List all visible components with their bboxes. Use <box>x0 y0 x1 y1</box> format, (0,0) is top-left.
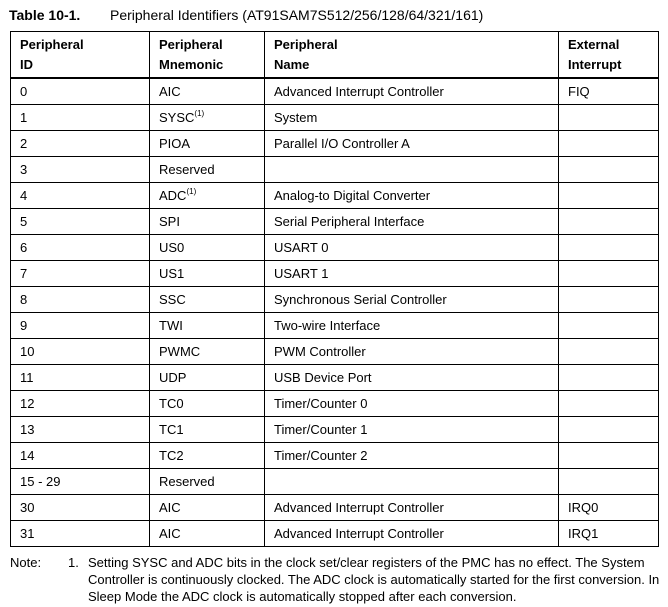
cell-external-interrupt <box>559 287 659 313</box>
cell-mnemonic <box>150 495 265 521</box>
header-peripheral-mnemonic: Peripheral Mnemonic <box>150 32 265 79</box>
cell-peripheral-id: 2 <box>11 131 150 157</box>
table-caption <box>9 6 483 24</box>
table-row <box>11 261 659 287</box>
table-row <box>11 443 659 469</box>
header-peripheral-name: Peripheral Name <box>265 32 559 79</box>
cell-peripheral-id: 8 <box>11 287 150 313</box>
header-peripheral-id: Peripheral ID <box>11 32 150 79</box>
table-row <box>11 495 659 521</box>
cell-peripheral-name <box>265 157 559 183</box>
mnemonic-text: Reserved <box>159 162 215 177</box>
mnemonic-text: Reserved <box>159 474 215 489</box>
mnemonic-text: PWMC <box>159 344 201 359</box>
cell-peripheral-id: 13 <box>11 417 150 443</box>
header-row <box>11 32 659 79</box>
cell-peripheral-id: 4 <box>11 183 150 209</box>
cell-mnemonic <box>150 78 265 105</box>
table-row <box>11 105 659 131</box>
cell-peripheral-name: Two-wire Interface <box>265 313 559 339</box>
mnemonic-text: PIOA <box>159 136 191 151</box>
cell-peripheral-name: Analog-to Digital Converter <box>265 183 559 209</box>
cell-mnemonic <box>150 235 265 261</box>
mnemonic-text: UDP <box>159 370 187 385</box>
cell-external-interrupt <box>559 313 659 339</box>
note-text: Setting SYSC and ADC bits in the clock set/clear registers of the PMC has no effect. The System Controller is continuously clocked. The ADC clock is automatically started for the first conversion. In Sleep Mode the ADC clock is automatically stopped after each conversion. <box>88 555 660 604</box>
cell-peripheral-id: 1 <box>11 105 150 131</box>
cell-peripheral-id: 30 <box>11 495 150 521</box>
cell-external-interrupt <box>559 183 659 209</box>
cell-mnemonic <box>150 105 265 131</box>
cell-peripheral-name: Advanced Interrupt Controller <box>265 78 559 105</box>
table-row <box>11 365 659 391</box>
footnote-reference: (1) <box>194 109 205 118</box>
table-row <box>11 313 659 339</box>
mnemonic-text: SPI <box>159 214 180 229</box>
table-title: Peripheral Identifiers (AT91SAM7S512/256/128/64/321/161) <box>110 7 484 23</box>
table-row <box>11 131 659 157</box>
cell-external-interrupt <box>559 339 659 365</box>
table-body <box>11 78 659 547</box>
mnemonic-text: AIC <box>159 526 181 541</box>
cell-mnemonic <box>150 209 265 235</box>
cell-external-interrupt <box>559 157 659 183</box>
table-row <box>11 157 659 183</box>
table-row <box>11 417 659 443</box>
cell-peripheral-id: 12 <box>11 391 150 417</box>
cell-peripheral-name: Timer/Counter 1 <box>265 417 559 443</box>
cell-peripheral-name: USART 0 <box>265 235 559 261</box>
mnemonic-text: SYSC <box>159 110 195 125</box>
cell-peripheral-name: Parallel I/O Controller A <box>265 131 559 157</box>
cell-external-interrupt <box>559 365 659 391</box>
cell-mnemonic <box>150 521 265 547</box>
cell-peripheral-name: Advanced Interrupt Controller <box>265 521 559 547</box>
cell-mnemonic <box>150 157 265 183</box>
cell-peripheral-id: 6 <box>11 235 150 261</box>
cell-peripheral-id: 11 <box>11 365 150 391</box>
cell-external-interrupt <box>559 261 659 287</box>
cell-mnemonic <box>150 339 265 365</box>
cell-external-interrupt <box>559 209 659 235</box>
cell-mnemonic <box>150 365 265 391</box>
table-header <box>11 32 659 79</box>
cell-mnemonic <box>150 391 265 417</box>
note-label: Note: <box>10 555 42 570</box>
cell-peripheral-id: 15 - 29 <box>11 469 150 495</box>
note-number: 1. <box>68 555 79 570</box>
cell-external-interrupt <box>559 131 659 157</box>
cell-peripheral-id: 14 <box>11 443 150 469</box>
table-row <box>11 391 659 417</box>
table-row <box>11 469 659 495</box>
mnemonic-text: TWI <box>159 318 183 333</box>
header-external-interrupt: External Interrupt <box>559 32 659 79</box>
cell-peripheral-name <box>265 469 559 495</box>
cell-external-interrupt <box>559 417 659 443</box>
table-row <box>11 183 659 209</box>
mnemonic-text: US0 <box>159 240 185 255</box>
cell-external-interrupt: IRQ1 <box>559 521 659 547</box>
cell-peripheral-name: Serial Peripheral Interface <box>265 209 559 235</box>
cell-external-interrupt <box>559 391 659 417</box>
mnemonic-text: TC1 <box>159 422 184 437</box>
peripheral-identifiers-table <box>10 31 659 547</box>
footnote <box>10 554 660 605</box>
cell-mnemonic <box>150 183 265 209</box>
mnemonic-text: AIC <box>159 500 181 515</box>
table-row <box>11 78 659 105</box>
cell-mnemonic <box>150 469 265 495</box>
cell-peripheral-name: USB Device Port <box>265 365 559 391</box>
cell-mnemonic <box>150 287 265 313</box>
mnemonic-text: AIC <box>159 84 181 99</box>
cell-mnemonic <box>150 417 265 443</box>
cell-peripheral-id: 3 <box>11 157 150 183</box>
footnote-reference: (1) <box>186 187 197 196</box>
cell-peripheral-name: USART 1 <box>265 261 559 287</box>
table-row <box>11 287 659 313</box>
cell-mnemonic <box>150 131 265 157</box>
cell-peripheral-id: 10 <box>11 339 150 365</box>
mnemonic-text: TC0 <box>159 396 184 411</box>
cell-mnemonic <box>150 261 265 287</box>
table-row <box>11 339 659 365</box>
cell-peripheral-id: 5 <box>11 209 150 235</box>
table-row <box>11 235 659 261</box>
cell-peripheral-name: Timer/Counter 0 <box>265 391 559 417</box>
cell-peripheral-name: PWM Controller <box>265 339 559 365</box>
cell-peripheral-name: System <box>265 105 559 131</box>
cell-external-interrupt: FIQ <box>559 78 659 105</box>
cell-external-interrupt <box>559 235 659 261</box>
cell-peripheral-id: 9 <box>11 313 150 339</box>
cell-external-interrupt <box>559 469 659 495</box>
cell-mnemonic <box>150 443 265 469</box>
cell-peripheral-id: 7 <box>11 261 150 287</box>
cell-peripheral-id: 31 <box>11 521 150 547</box>
mnemonic-text: US1 <box>159 266 185 281</box>
cell-external-interrupt <box>559 443 659 469</box>
cell-peripheral-id: 0 <box>11 78 150 105</box>
cell-mnemonic <box>150 313 265 339</box>
cell-peripheral-name: Advanced Interrupt Controller <box>265 495 559 521</box>
table-number: Table 10-1. <box>9 7 81 23</box>
table-row <box>11 209 659 235</box>
mnemonic-text: TC2 <box>159 448 184 463</box>
mnemonic-text: SSC <box>159 292 186 307</box>
cell-peripheral-name: Synchronous Serial Controller <box>265 287 559 313</box>
cell-peripheral-name: Timer/Counter 2 <box>265 443 559 469</box>
cell-external-interrupt: IRQ0 <box>559 495 659 521</box>
table-row <box>11 521 659 547</box>
mnemonic-text: ADC <box>159 188 187 203</box>
cell-external-interrupt <box>559 105 659 131</box>
